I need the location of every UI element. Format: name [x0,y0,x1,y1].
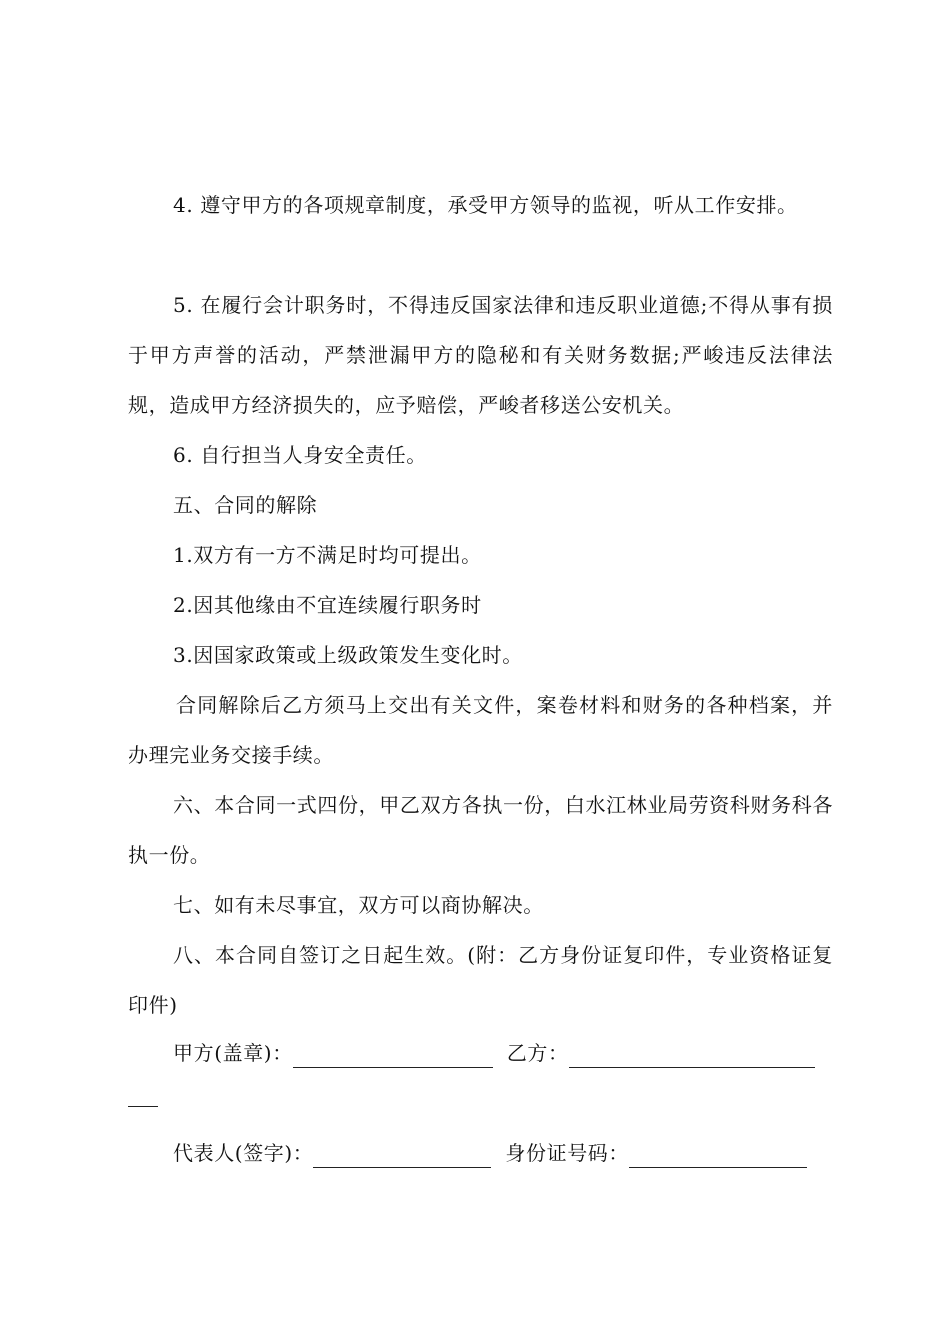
termination-note: 合同解除后乙方须马上交出有关文件，案卷材料和财务的各种档案，并办理完业务交接手续。 [128,693,833,767]
id-number-blank[interactable] [629,1145,807,1168]
termination-item-1: 1.双方有一方不满足时均可提出。 [173,543,482,567]
clause-6: 6. 自行担当人身安全责任。 [173,443,427,467]
representative-label: 代表人(签字)： [173,1141,314,1165]
section-6-copies: 六、本合同一式四份，甲乙双方各执一份，白水江林业局劳资科财务科各执一份。 [128,793,833,867]
section-5-heading: 五、合同的解除 [173,493,318,517]
party-a-label: 甲方(盖章)： [173,1041,293,1065]
representative-blank[interactable] [313,1145,491,1168]
signature-row-representative [173,1138,807,1168]
clause-5: 5. 在履行会计职务时，不得违反国家法律和违反职业道德;不得从事有损于甲方声誉的活动，严禁泄漏甲方的隐秘和有关财务数据;严峻违反法律法规，造成甲方经济损失的，应予赔偿，严峻者移送公安机关。 [128,293,833,417]
id-number-label: 身份证号码： [505,1141,630,1165]
termination-item-2: 2.因其他缘由不宜连续履行职务时 [173,593,482,617]
section-8-effective: 八、本合同自签订之日起生效。(附：乙方身份证复印件，专业资格证复印件) [128,943,833,1017]
party-a-blank[interactable] [293,1045,493,1068]
party-b-blank[interactable] [569,1045,815,1068]
section-7-disputes: 七、如有未尽事宜，双方可以商协解决。 [173,893,544,917]
signature-row-parties [173,1038,815,1068]
clause-4: 4. 遵守甲方的各项规章制度，承受甲方领导的监视，听从工作安排。 [173,193,798,217]
party-b-blank-continuation [128,1106,158,1107]
termination-item-3: 3.因国家政策或上级政策发生变化时。 [173,643,523,667]
party-b-label: 乙方： [506,1041,569,1065]
